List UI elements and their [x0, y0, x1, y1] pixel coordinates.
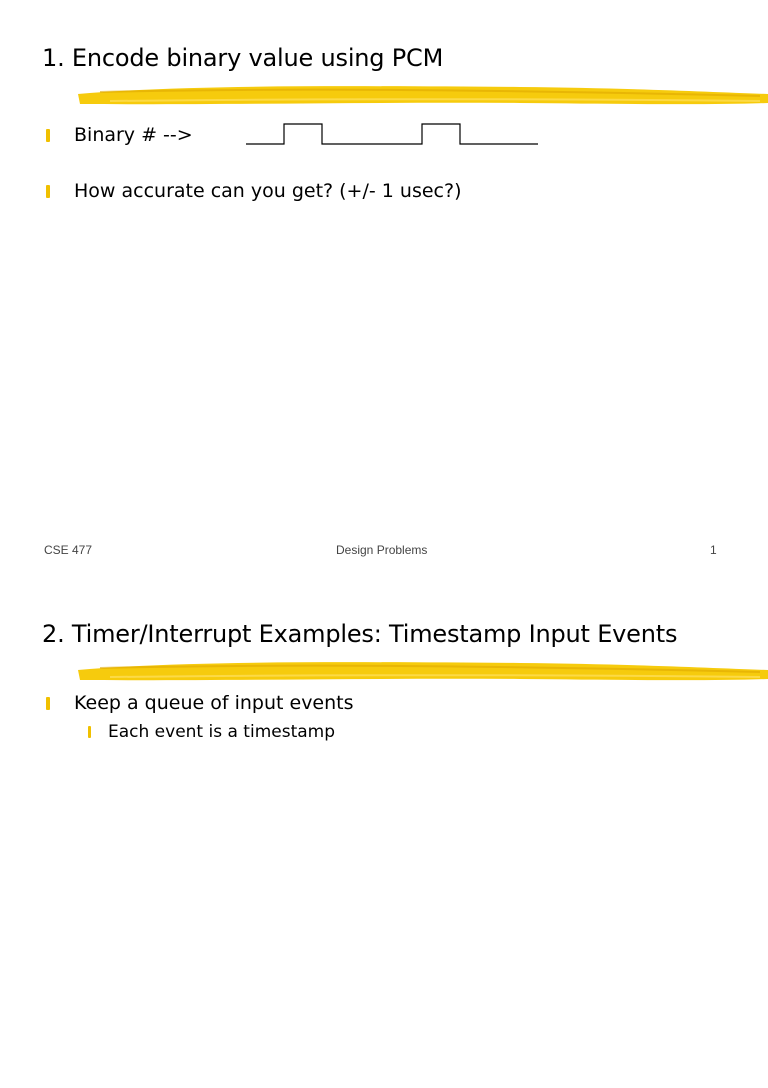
bullet-text: Binary # --> [74, 124, 193, 146]
bullet-accuracy [46, 180, 461, 202]
slide-2 [0, 576, 768, 1088]
bullet-queue [46, 692, 354, 714]
slide-2-title: 2. Timer/Interrupt Examples: Timestamp Input Events [42, 620, 678, 648]
pcm-pulse-waveform [244, 118, 540, 148]
bullet-icon [46, 129, 50, 142]
yellow-brush-stroke [70, 654, 768, 690]
bullet-text: Keep a queue of input events [74, 692, 354, 714]
yellow-brush-stroke [70, 78, 768, 114]
bullet-icon [46, 697, 50, 710]
bullet-text: How accurate can you get? (+/- 1 usec?) [74, 180, 462, 202]
sub-bullet-icon [88, 726, 91, 738]
bullet-text: Each event is a timestamp [108, 722, 336, 742]
sub-bullet-timestamp [88, 722, 335, 742]
bullet-icon [46, 185, 50, 198]
footer-page-number: 1 [710, 543, 717, 557]
bullet-binary [46, 124, 193, 146]
slide-1-title: 1. Encode binary value using PCM [42, 44, 444, 72]
footer-course: CSE 477 [44, 543, 93, 557]
footer-title: Design Problems [336, 543, 428, 557]
